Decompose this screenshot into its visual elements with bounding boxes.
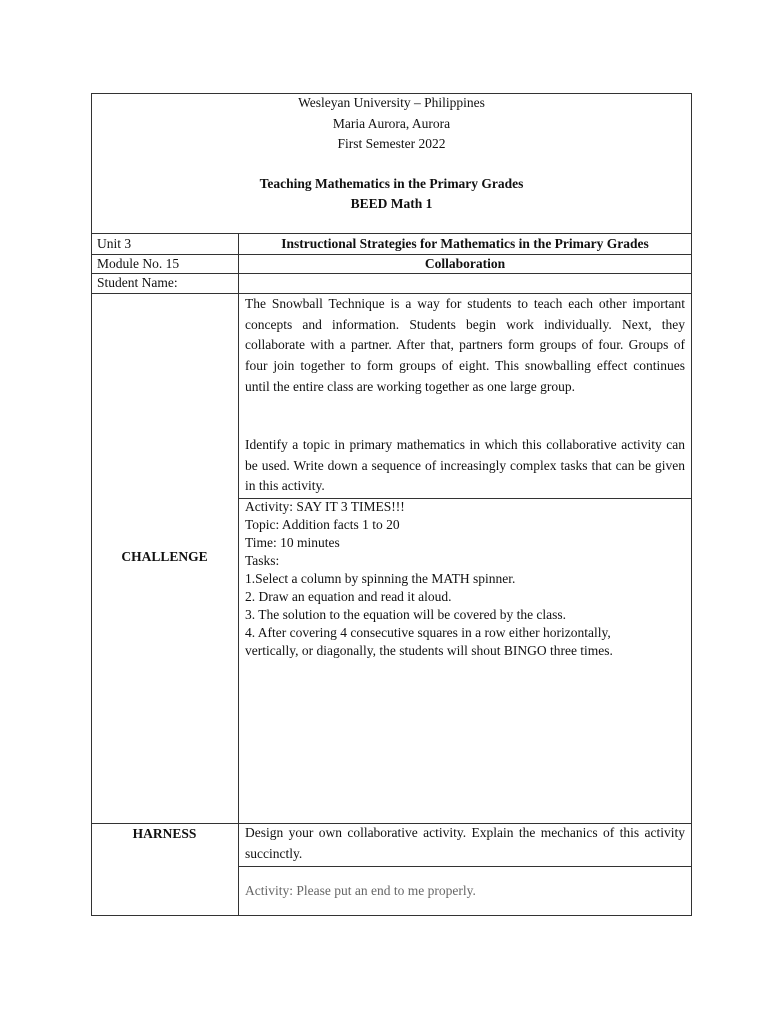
task-item: 2. Draw an equation and read it aloud. [245, 589, 452, 604]
row-divider [238, 866, 692, 867]
harness-prompt: Design your own collaborative activity. Explain the mechanics of this activity succinctly. [245, 825, 685, 861]
task-item: 3. The solution to the equation will be covered by the class. [245, 607, 567, 622]
university-name: Wesleyan University – Philippines [298, 95, 485, 110]
student-name-label: Student Name: [97, 275, 178, 290]
module-form [91, 93, 692, 916]
campus-name: Maria Aurora, Aurora [332, 116, 451, 131]
task-item: 4. After covering 4 consecutive squares in a row either horizontally, vertically, or diagonally, the students will shout BINGO three times. [245, 625, 613, 658]
challenge-label: CHALLENGE [121, 549, 208, 564]
table-border-right [691, 93, 692, 916]
challenge-prompt-paragraph-1: The Snowball Technique is a way for students to teach each other important concepts and information. Students begin work individually. Next, they collaborate with a partner. After that, partners form groups of four. Groups of four join together to form groups of eight. This snowballing effect continues until the entire class are working together as one large group. [245, 296, 685, 394]
column-divider [238, 233, 239, 916]
unit-title: Instructional Strategies for Mathematics in the Primary Grades [281, 236, 649, 251]
table-border-left [91, 93, 92, 916]
harness-label: HARNESS [132, 826, 197, 841]
module-label: Module No. 15 [97, 256, 180, 271]
unit-label: Unit 3 [97, 236, 132, 251]
tasks-label: Tasks: [245, 553, 280, 568]
task-item: 1.Select a column by spinning the MATH spinner. [245, 571, 516, 586]
activity-line: Activity: SAY IT 3 TIMES!!! [245, 499, 405, 514]
course-code: BEED Math 1 [350, 196, 433, 211]
topic-line: Topic: Addition facts 1 to 20 [245, 517, 400, 532]
course-title: Teaching Mathematics in the Primary Grades [259, 176, 524, 191]
semester: First Semester 2022 [337, 136, 446, 151]
harness-answer[interactable]: Activity: Please put an end to me properly. [245, 883, 476, 898]
time-line: Time: 10 minutes [245, 535, 340, 550]
table-border-bottom [91, 915, 692, 916]
challenge-prompt-paragraph-2: Identify a topic in primary mathematics in which this collaborative activity can be used. Write down a sequence of increasingly complex tasks that can be given in this activity. [245, 437, 685, 494]
module-title: Collaboration [424, 256, 506, 271]
